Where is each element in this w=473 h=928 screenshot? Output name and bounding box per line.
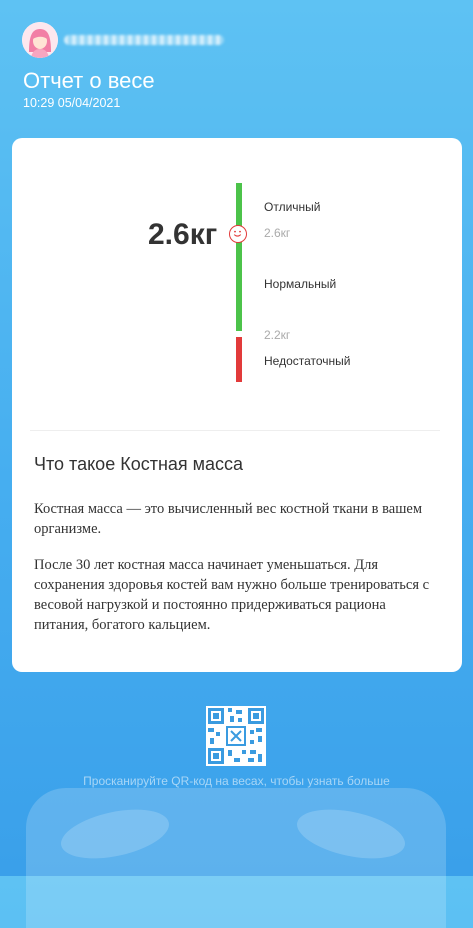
- report-header: [0, 0, 473, 130]
- card-divider: [30, 430, 440, 431]
- info-title: Что такое Костная масса: [34, 454, 244, 474]
- page-title: Отчет о весе: [23, 68, 155, 93]
- info-paragraph: После 30 лет костная масса начинает уменьшаться. Для сохранения здоровья костей вам нужно больше тренироваться с весовой нагрузкой и постоянно придерживаться рациона питания, богатого кальцием.: [34, 557, 430, 633]
- threshold-upper: 2.6кг: [264, 226, 291, 240]
- threshold-lower: 2.2кг: [264, 328, 291, 342]
- gauge-bar-low: [236, 337, 242, 382]
- level-normal: Нормальный: [264, 277, 337, 291]
- info-paragraph: Костная масса — это вычисленный вес костной ткани в вашем организме.: [34, 501, 422, 537]
- level-excellent: Отличный: [264, 200, 321, 214]
- qr-caption: Просканируйте QR-код на весах, чтобы узнать больше: [83, 774, 390, 788]
- smiley-face-icon: [230, 226, 245, 241]
- avatar[interactable]: [22, 22, 58, 58]
- level-insufficient: Недостаточный: [264, 354, 351, 368]
- bone-mass-value: 2.6кг: [148, 218, 218, 251]
- gauge-marker: [229, 225, 247, 243]
- qr-code-icon: [206, 706, 266, 766]
- username-blurred: [64, 35, 224, 45]
- gauge-bar-normal: [236, 183, 242, 331]
- qr-code: [206, 706, 266, 766]
- avatar-female-icon: [22, 22, 58, 58]
- report-datetime: 10:29 05/04/2021: [23, 96, 121, 110]
